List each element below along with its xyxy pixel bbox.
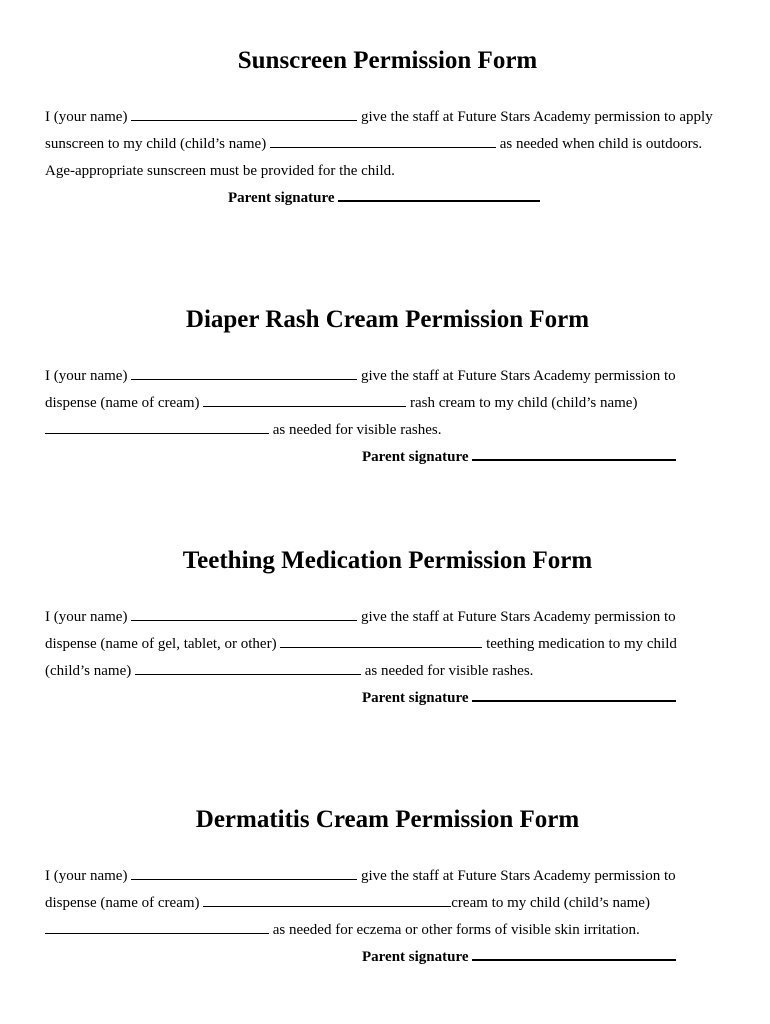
form-line-1: I (your name) give the staff at Future Stars Academy permission to bbox=[45, 609, 676, 625]
sunscreen-form bbox=[45, 46, 730, 212]
signature-label: Parent signature bbox=[362, 449, 469, 465]
form-line-2: dispense (name of cream) cream to my child (child’s name) bbox=[45, 895, 650, 911]
your-name-field[interactable] bbox=[131, 607, 357, 621]
your-name-field[interactable] bbox=[131, 366, 357, 380]
cream-name-field[interactable] bbox=[203, 893, 451, 907]
form-line-1: I (your name) give the staff at Future Stars Academy permission to bbox=[45, 868, 676, 884]
form-title: Dermatitis Cream Permission Form bbox=[195, 806, 580, 833]
signature-field[interactable] bbox=[472, 446, 676, 461]
signature-row bbox=[45, 685, 730, 712]
form-line-3: (child’s name) as needed for visible rashes. bbox=[45, 663, 534, 679]
form-title: Teething Medication Permission Form bbox=[182, 547, 593, 574]
signature-label: Parent signature bbox=[228, 190, 335, 206]
signature-label: Parent signature bbox=[362, 690, 469, 706]
diaper-rash-form bbox=[45, 305, 730, 471]
teething-form bbox=[45, 546, 730, 712]
signature-row bbox=[45, 185, 730, 212]
signature-field[interactable] bbox=[472, 946, 676, 961]
your-name-field[interactable] bbox=[131, 107, 357, 121]
child-name-field[interactable] bbox=[45, 420, 269, 434]
form-line-3: Age-appropriate sunscreen must be provided for the child. bbox=[45, 163, 395, 179]
form-line-2: dispense (name of cream) rash cream to my child (child’s name) bbox=[45, 395, 638, 411]
child-name-field[interactable] bbox=[45, 920, 269, 934]
your-name-field[interactable] bbox=[131, 866, 357, 880]
form-line-2: dispense (name of gel, tablet, or other) teething medication to my child bbox=[45, 636, 677, 652]
signature-row bbox=[45, 944, 730, 971]
form-line-1: I (your name) give the staff at Future Stars Academy permission to bbox=[45, 368, 676, 384]
signature-field[interactable] bbox=[338, 187, 540, 202]
form-title: Sunscreen Permission Form bbox=[237, 47, 538, 74]
form-line-1: I (your name) give the staff at Future Stars Academy permission to apply bbox=[45, 109, 713, 125]
signature-row bbox=[45, 444, 730, 471]
child-name-field[interactable] bbox=[135, 661, 361, 675]
form-line-3: as needed for visible rashes. bbox=[45, 417, 730, 444]
form-line-2: sunscreen to my child (child’s name) as needed when child is outdoors. bbox=[45, 136, 703, 152]
medication-name-field[interactable] bbox=[280, 634, 482, 648]
signature-label: Parent signature bbox=[362, 949, 469, 965]
child-name-field[interactable] bbox=[270, 134, 496, 148]
form-line-3: as needed for eczema or other forms of visible skin irritation. bbox=[45, 917, 730, 944]
cream-name-field[interactable] bbox=[203, 393, 406, 407]
dermatitis-form bbox=[45, 805, 730, 971]
signature-field[interactable] bbox=[472, 687, 676, 702]
form-title: Diaper Rash Cream Permission Form bbox=[185, 306, 590, 333]
